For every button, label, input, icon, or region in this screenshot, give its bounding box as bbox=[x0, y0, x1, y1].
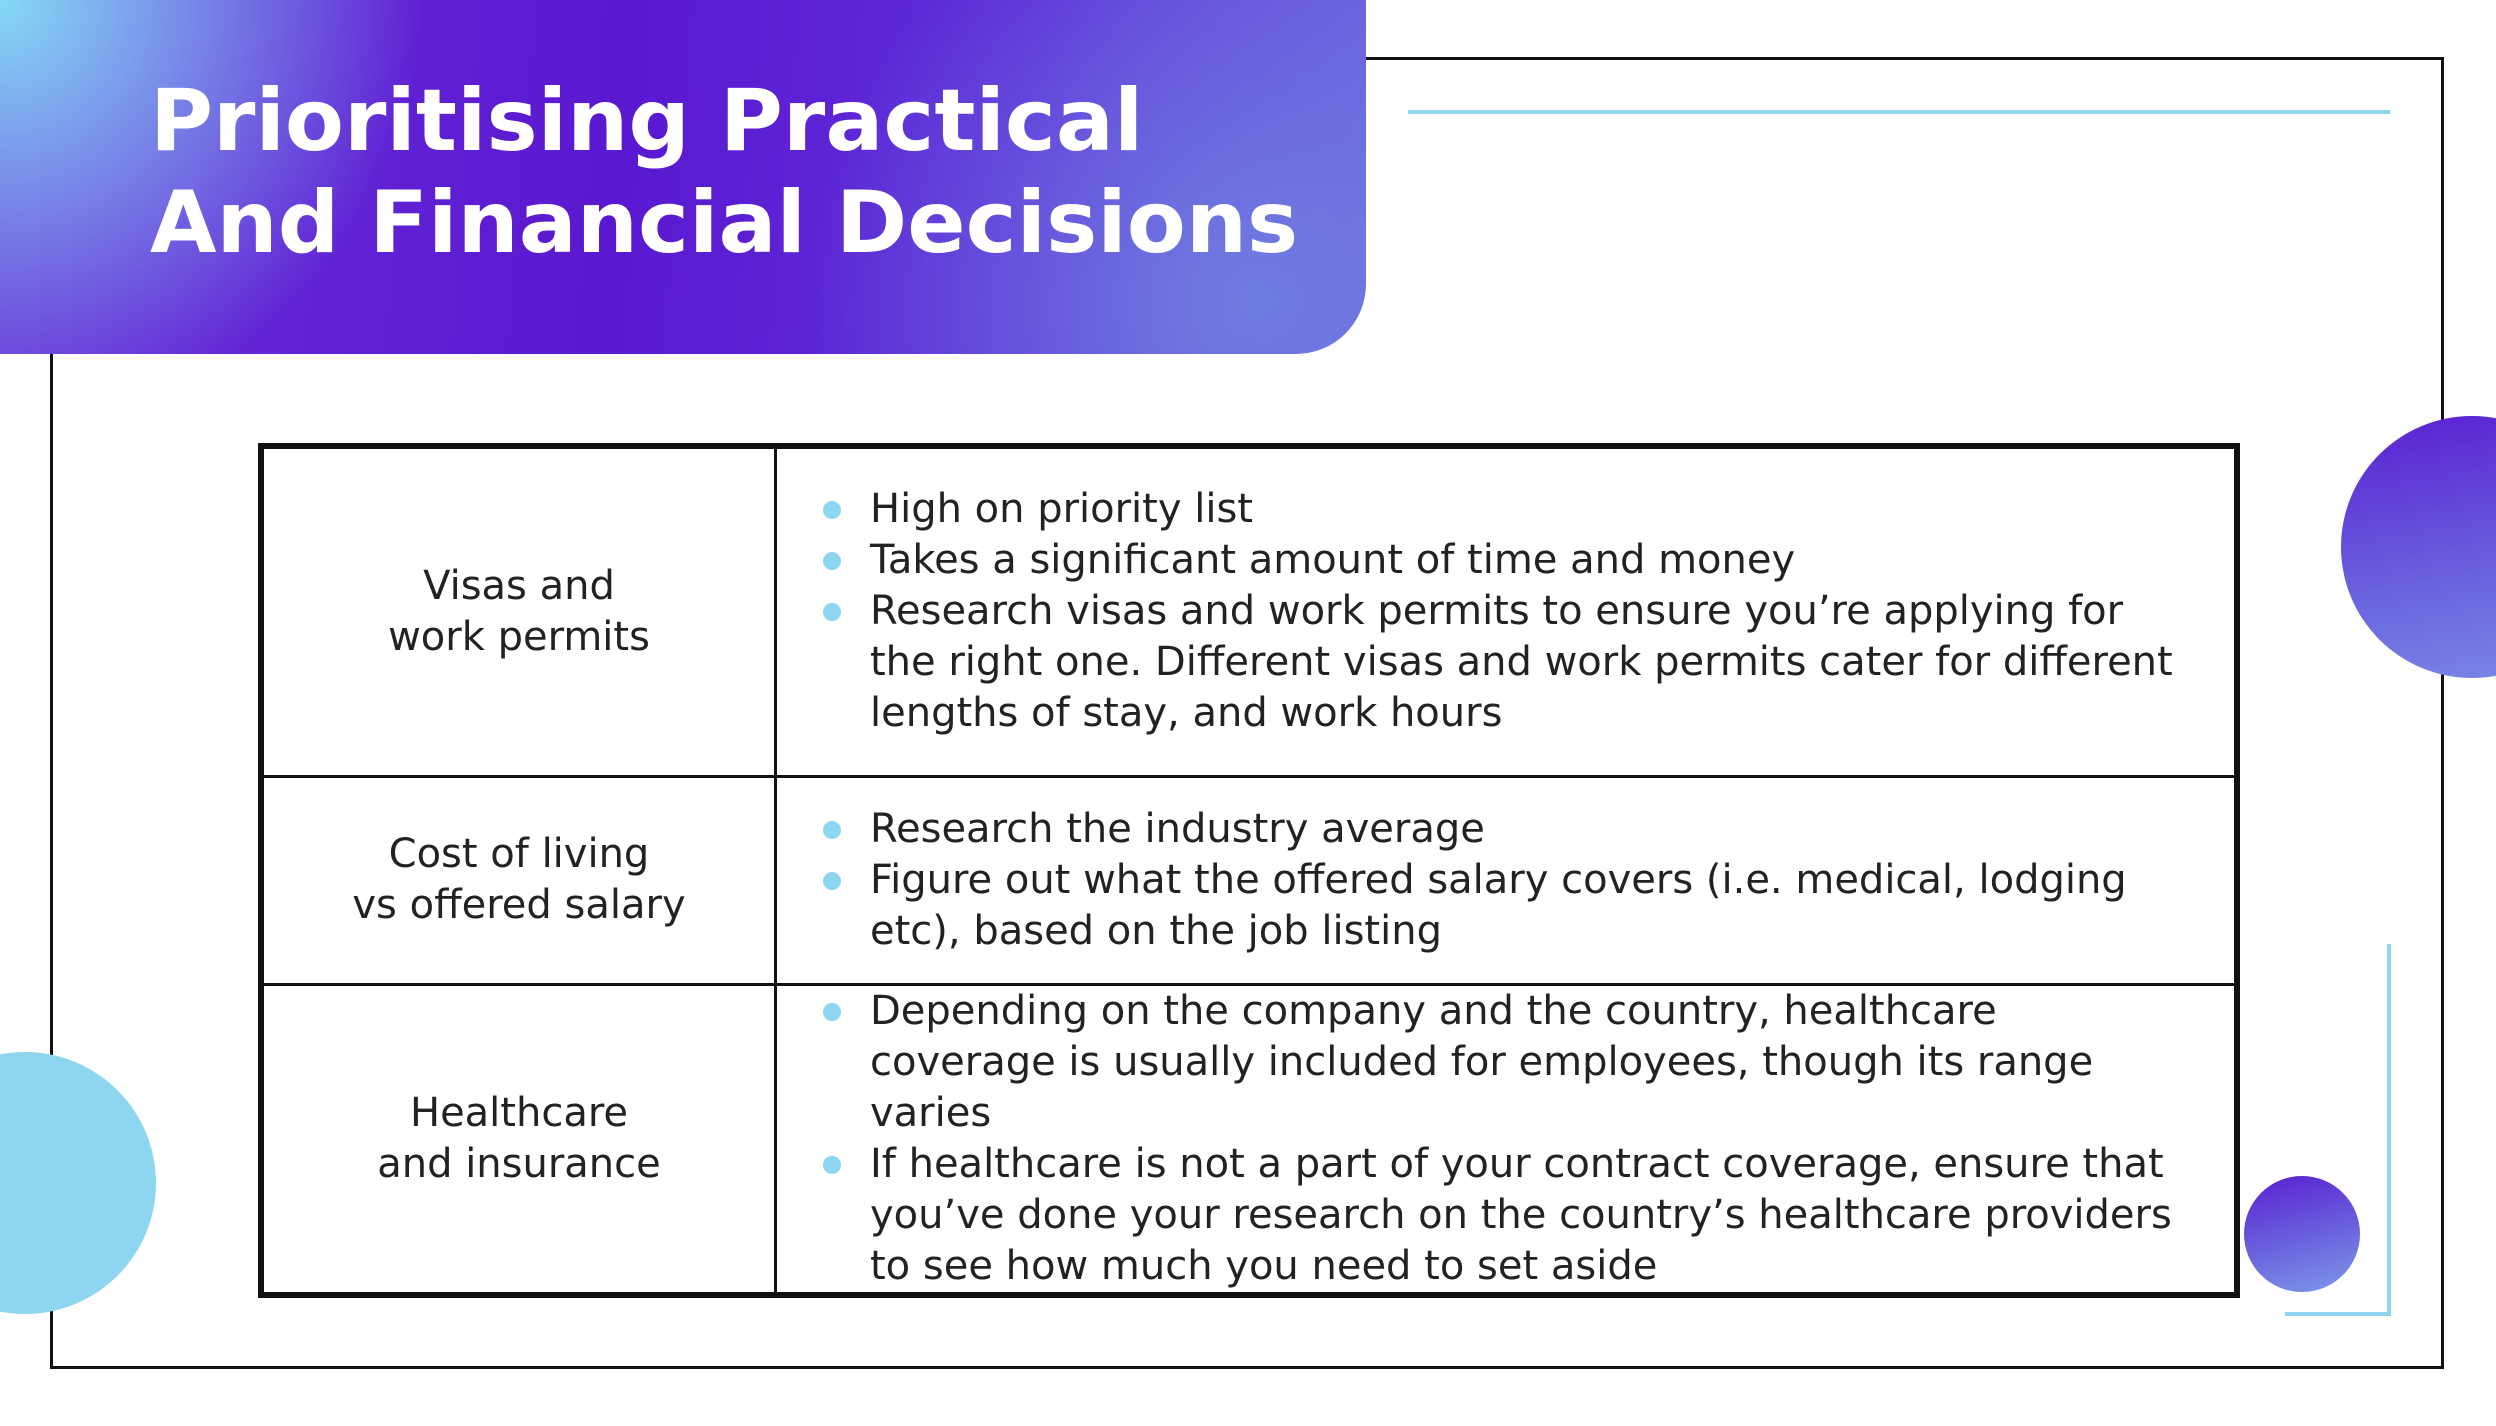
list-item bbox=[817, 1139, 2174, 1292]
list-item bbox=[817, 535, 2174, 586]
bullet-dot-icon bbox=[823, 552, 841, 570]
bullet-dot-icon bbox=[823, 501, 841, 519]
bullet-text: Takes a significant amount of time and money bbox=[870, 537, 1796, 584]
header-banner bbox=[0, 0, 1366, 354]
decorative-circle-small bbox=[2244, 1176, 2360, 1292]
row-topic: Healthcare and insurance bbox=[261, 984, 776, 1295]
bullet-text: Depending on the company and the country, healthcare coverage is usually included for employees, though its range varies bbox=[870, 987, 2094, 1136]
bullet-text: Research visas and work permits to ensure you’re applying for the right one. Different visas and work permits cater for different lengths of stay, and work hours bbox=[870, 588, 2173, 737]
row-topic: Visas and work permits bbox=[261, 446, 776, 776]
bullet-list bbox=[817, 986, 2174, 1292]
bullet-dot-icon bbox=[823, 821, 841, 839]
decisions-table bbox=[258, 443, 2240, 1298]
row-details bbox=[776, 446, 2238, 776]
bullet-dot-icon bbox=[823, 603, 841, 621]
table-row bbox=[261, 446, 2237, 776]
list-item bbox=[817, 586, 2174, 739]
bullet-list bbox=[817, 484, 2174, 739]
bullet-text: If healthcare is not a part of your contract coverage, ensure that you’ve done your research on the country’s healthcare providers to see how much you need to set aside bbox=[870, 1140, 2172, 1289]
list-item bbox=[817, 855, 2174, 957]
bullet-text: High on priority list bbox=[870, 486, 1253, 533]
bullet-text: Research the industry average bbox=[870, 805, 1485, 852]
bullet-dot-icon bbox=[823, 1003, 841, 1021]
list-item bbox=[817, 986, 2174, 1139]
row-details bbox=[776, 984, 2238, 1295]
bullet-list bbox=[817, 804, 2174, 957]
bullet-dot-icon bbox=[823, 1156, 841, 1174]
table-row bbox=[261, 776, 2237, 984]
accent-line-right-vertical bbox=[2387, 944, 2391, 1316]
list-item bbox=[817, 484, 2174, 535]
row-topic: Cost of living vs offered salary bbox=[261, 776, 776, 984]
list-item bbox=[817, 804, 2174, 855]
page-title: Prioritising Practical And Financial Decisions bbox=[150, 71, 1299, 273]
bullet-dot-icon bbox=[823, 872, 841, 890]
accent-line-top bbox=[1408, 110, 2390, 114]
accent-line-right-horizontal bbox=[2285, 1312, 2391, 1316]
row-details bbox=[776, 776, 2238, 984]
table-row bbox=[261, 984, 2237, 1295]
bullet-text: Figure out what the offered salary covers (i.e. medical, lodging etc), based on the job listing bbox=[870, 856, 2127, 954]
